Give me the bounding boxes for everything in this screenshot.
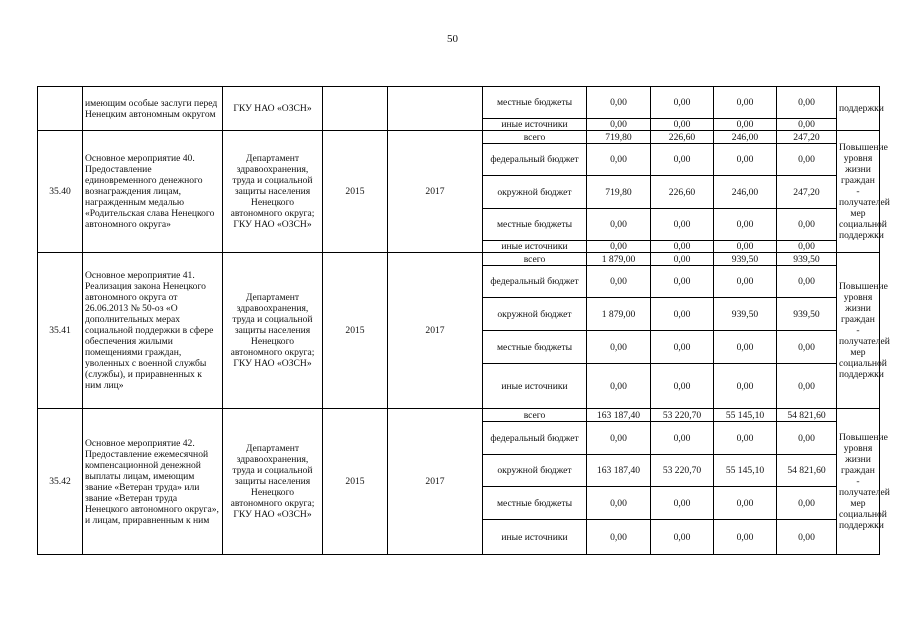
funding-value: 246,00: [714, 176, 777, 209]
funding-value: 0,00: [587, 364, 651, 409]
funding-value: 0,00: [777, 422, 837, 455]
funding-source-label: федеральный бюджет: [483, 422, 587, 455]
measure-executor: Департамент здравоохранения, труда и социальной защиты населения Ненецкого автономного округа; ГКУ НАО «ОЗСН»: [223, 131, 323, 253]
funding-value: 54 821,60: [777, 455, 837, 487]
funding-value: 0,00: [587, 520, 651, 555]
funding-source-label: иные источники: [483, 241, 587, 253]
funding-value: 0,00: [651, 331, 714, 364]
year-end: 2017: [388, 131, 483, 253]
funding-value: 0,00: [651, 144, 714, 176]
funding-value: 53 220,70: [651, 409, 714, 422]
funding-value: 1 879,00: [587, 253, 651, 266]
funding-value: 0,00: [651, 119, 714, 131]
funding-value: 0,00: [587, 331, 651, 364]
funding-value: 0,00: [587, 422, 651, 455]
funding-source-label: всего: [483, 131, 587, 144]
funding-source-label: окружной бюджет: [483, 455, 587, 487]
funding-value: 0,00: [714, 364, 777, 409]
funding-value: 247,20: [777, 176, 837, 209]
funding-value: 0,00: [651, 364, 714, 409]
funding-value: 53 220,70: [651, 455, 714, 487]
table-body: [38, 87, 890, 555]
funding-value: 0,00: [777, 119, 837, 131]
funding-source-label: всего: [483, 253, 587, 266]
year-start: 2015: [323, 253, 388, 409]
funding-value: 0,00: [651, 298, 714, 331]
funding-value: 247,20: [777, 131, 837, 144]
funding-value: 226,60: [651, 176, 714, 209]
funding-value: 54 821,60: [777, 409, 837, 422]
year-start: 2015: [323, 409, 388, 555]
funding-source-label: окружной бюджет: [483, 176, 587, 209]
measure-name: Основное мероприятие 42. Предоставление ежемесячной компенсационной денежной выплаты лицам, имеющим звание «Ветеран труда» или звание «Ветеран труда Ненецкого автономного округа», и лицам, приравненным к ним: [83, 409, 223, 555]
funding-value: 0,00: [777, 144, 837, 176]
expected-result: Повышение уровня жизни граждан - получателей мер социальной поддержки: [837, 131, 880, 253]
measure-name: Основное мероприятие 40. Предоставление единовременного денежного вознаграждения лицам, награжденным медалью «Родительская слава Ненецкого автономного округа»: [83, 131, 223, 253]
funding-value: 0,00: [777, 266, 837, 298]
funding-source-label: окружной бюджет: [483, 298, 587, 331]
funding-value: 0,00: [587, 209, 651, 241]
funding-value: 0,00: [587, 266, 651, 298]
funding-source-label: иные источники: [483, 119, 587, 131]
year-end: 2017: [388, 409, 483, 555]
measure-executor: Департамент здравоохранения, труда и социальной защиты населения Ненецкого автономного округа; ГКУ НАО «ОЗСН»: [223, 409, 323, 555]
funding-value: 0,00: [651, 520, 714, 555]
funding-value: 0,00: [714, 144, 777, 176]
table-row: [38, 131, 880, 144]
funding-value: 0,00: [777, 87, 837, 119]
funding-value: 939,50: [777, 298, 837, 331]
funding-source-label: всего: [483, 409, 587, 422]
measure-number: [38, 87, 83, 131]
page-number: 50: [447, 33, 458, 45]
funding-value: 0,00: [777, 487, 837, 520]
funding-value: 0,00: [714, 87, 777, 119]
year-end: [388, 87, 483, 131]
table-row: [38, 87, 880, 119]
funding-value: 939,50: [714, 253, 777, 266]
program-table: [37, 86, 890, 555]
funding-value: 0,00: [777, 331, 837, 364]
funding-source-label: иные источники: [483, 364, 587, 409]
expected-result: поддержки: [837, 87, 880, 131]
funding-value: 0,00: [651, 266, 714, 298]
funding-value: 0,00: [777, 520, 837, 555]
funding-value: 0,00: [714, 331, 777, 364]
expected-result: Повышение уровня жизни граждан - получателей мер социальной поддержки: [837, 253, 880, 409]
measure-number: 35.41: [38, 253, 83, 409]
funding-value: 0,00: [587, 87, 651, 119]
funding-value: 0,00: [714, 209, 777, 241]
funding-value: 1 879,00: [587, 298, 651, 331]
funding-value: 939,50: [714, 298, 777, 331]
funding-value: 163 187,40: [587, 409, 651, 422]
funding-value: 0,00: [587, 241, 651, 253]
funding-value: 226,60: [651, 131, 714, 144]
funding-value: 0,00: [714, 241, 777, 253]
measure-name: Основное мероприятие 41. Реализация закона Ненецкого автономного округа от 26.06.2013 № 50-оз «О дополнительных мерах социальной поддержки в сфере обеспечения жилыми помещениями граждан, уволенных с военной службы (службы), и приравненных к ним лиц»: [83, 253, 223, 409]
funding-value: 55 145,10: [714, 455, 777, 487]
table-row: [38, 253, 880, 266]
funding-value: 0,00: [587, 487, 651, 520]
funding-source-label: местные бюджеты: [483, 87, 587, 119]
funding-value: 0,00: [714, 266, 777, 298]
funding-value: 0,00: [587, 144, 651, 176]
measure-name: имеющим особые заслуги перед Ненецким автономным округом: [83, 87, 223, 131]
expected-result: Повышение уровня жизни граждан - получателей мер социальной поддержки: [837, 409, 880, 555]
funding-value: 719,80: [587, 131, 651, 144]
year-start: 2015: [323, 131, 388, 253]
funding-source-label: местные бюджеты: [483, 331, 587, 364]
funding-source-label: иные источники: [483, 520, 587, 555]
measure-number: 35.42: [38, 409, 83, 555]
measure-executor: ГКУ НАО «ОЗСН»: [223, 87, 323, 131]
funding-source-label: федеральный бюджет: [483, 144, 587, 176]
funding-value: 0,00: [714, 422, 777, 455]
funding-source-label: федеральный бюджет: [483, 266, 587, 298]
funding-value: 0,00: [777, 241, 837, 253]
funding-source-label: местные бюджеты: [483, 209, 587, 241]
table-row: [38, 409, 880, 422]
funding-value: 0,00: [714, 520, 777, 555]
funding-value: 0,00: [777, 364, 837, 409]
funding-value: 0,00: [651, 487, 714, 520]
funding-value: 0,00: [651, 253, 714, 266]
year-end: 2017: [388, 253, 483, 409]
funding-value: 0,00: [777, 209, 837, 241]
funding-value: 939,50: [777, 253, 837, 266]
year-start: [323, 87, 388, 131]
funding-value: 0,00: [587, 119, 651, 131]
funding-value: 246,00: [714, 131, 777, 144]
measure-number: 35.40: [38, 131, 83, 253]
funding-value: 0,00: [651, 422, 714, 455]
funding-value: 55 145,10: [714, 409, 777, 422]
funding-value: 0,00: [651, 87, 714, 119]
funding-value: 0,00: [714, 119, 777, 131]
measure-executor: Департамент здравоохранения, труда и социальной защиты населения Ненецкого автономного округа; ГКУ НАО «ОЗСН»: [223, 253, 323, 409]
funding-value: 0,00: [651, 209, 714, 241]
funding-value: 163 187,40: [587, 455, 651, 487]
funding-value: 719,80: [587, 176, 651, 209]
funding-value: 0,00: [714, 487, 777, 520]
funding-value: 0,00: [651, 241, 714, 253]
funding-source-label: местные бюджеты: [483, 487, 587, 520]
